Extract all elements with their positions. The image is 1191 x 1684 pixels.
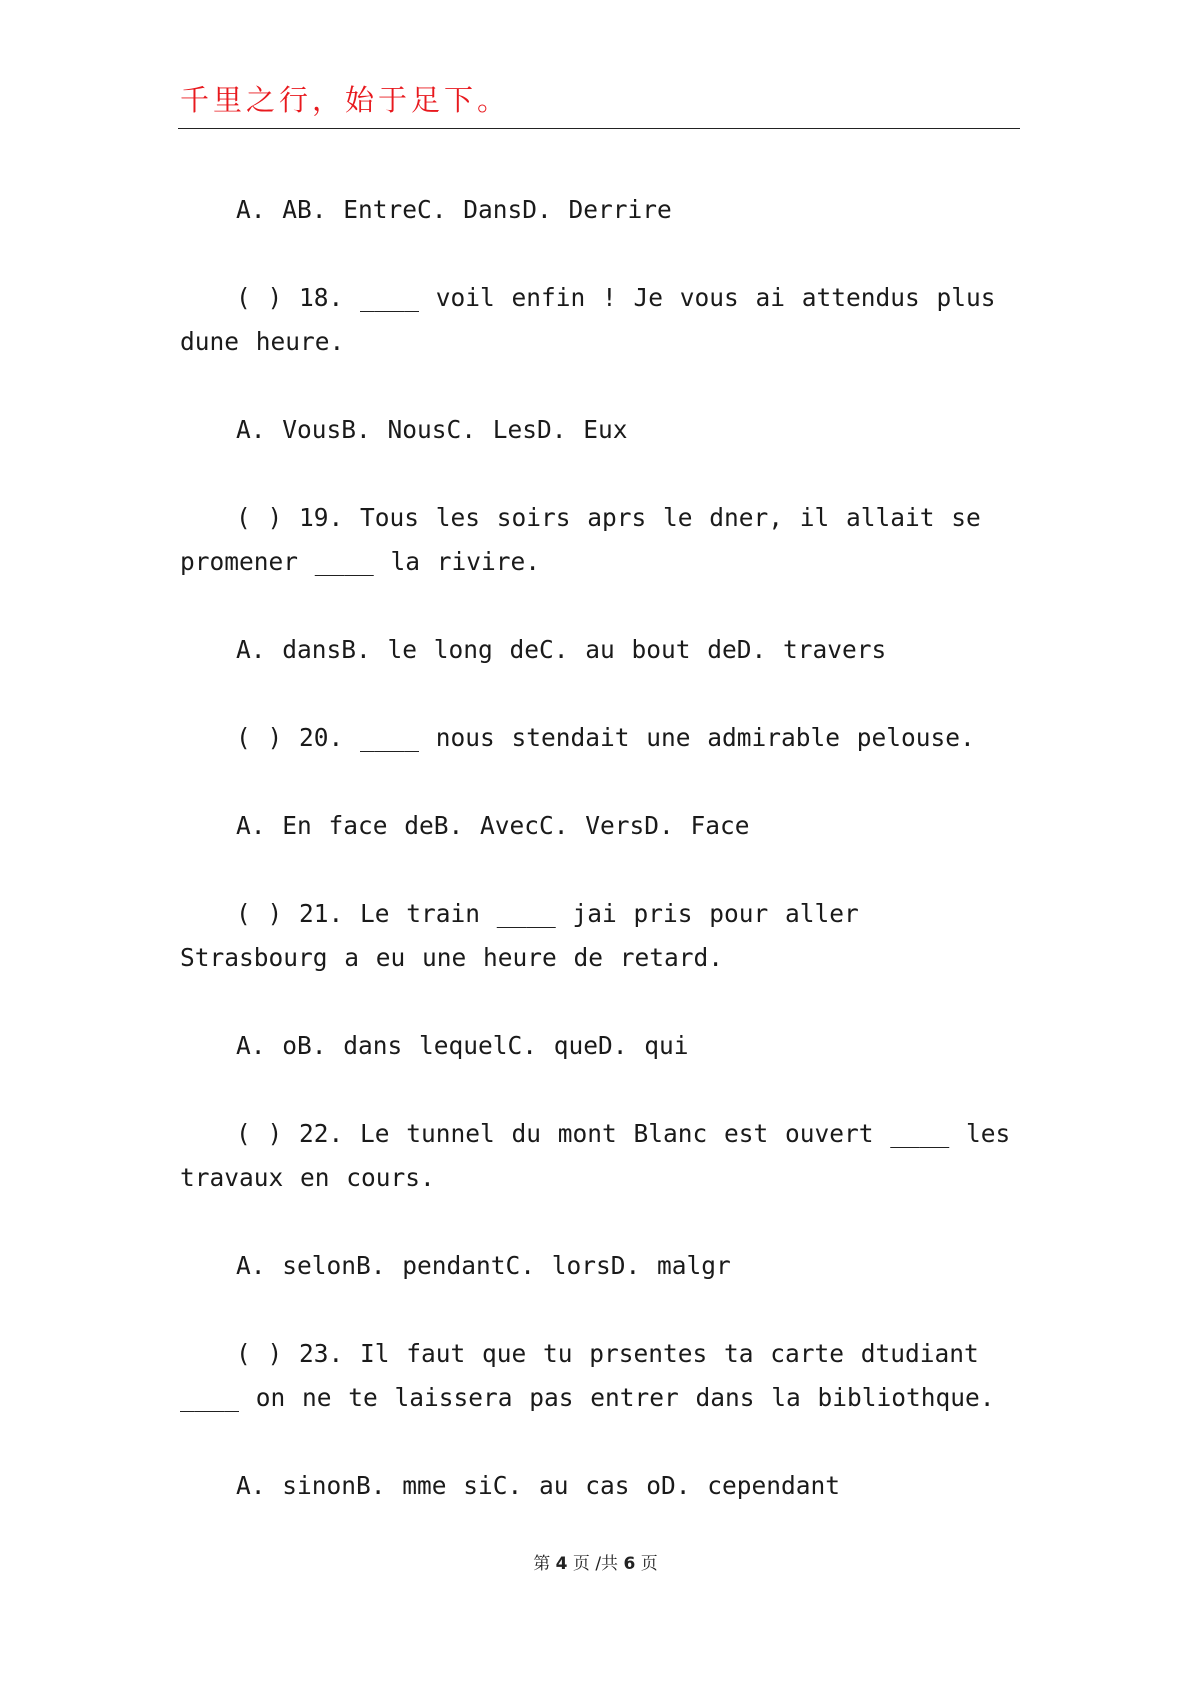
footer-prefix: 第: [533, 1554, 551, 1574]
header-motto: 千里之行，始于足下。: [180, 83, 511, 117]
footer-current-page: 4: [555, 1554, 568, 1574]
header-divider: [178, 128, 1020, 129]
question-19: ( ) 19. Tous les soirs aprs le dner, il allait se promener ____ la rivire.: [180, 503, 981, 576]
answer-options-18: A. VousB. NousC. LesD. Eux: [236, 415, 628, 444]
answer-options-17: A. AB. EntreC. DansD. Derrire: [236, 195, 672, 224]
answer-options-20: A. En face deB. AvecC. VersD. Face: [236, 811, 750, 840]
answer-options-21: A. oB. dans lequelC. queD. qui: [236, 1031, 689, 1060]
question-18: ( ) 18. ____ voil enfin ! Je vous ai attendus plus dune heure.: [180, 283, 996, 356]
document-body: [180, 188, 1022, 1552]
answer-options-23: A. sinonB. mme siC. au cas oD. cependant: [236, 1471, 841, 1500]
page-footer: [0, 1549, 1191, 1574]
footer-total-pages: 6: [623, 1554, 636, 1574]
question-20: ( ) 20. ____ nous stendait une admirable pelouse.: [236, 723, 975, 752]
answer-options-22: A. selonB. pendantC. lorsD. malgr: [236, 1251, 731, 1280]
question-23: ( ) 23. Il faut que tu prsentes ta carte dtudiant ____ on ne te laissera pas entrer dans la bibliothque.: [180, 1339, 995, 1412]
footer-middle: 页 /共: [572, 1554, 619, 1574]
footer-suffix: 页: [640, 1554, 658, 1574]
question-22: ( ) 22. Le tunnel du mont Blanc est ouvert ____ les travaux en cours.: [180, 1119, 1011, 1192]
question-21: ( ) 21. Le train ____ jai pris pour aller Strasbourg a eu une heure de retard.: [180, 899, 859, 972]
answer-options-19: A. dansB. le long deC. au bout deD. travers: [236, 635, 887, 664]
